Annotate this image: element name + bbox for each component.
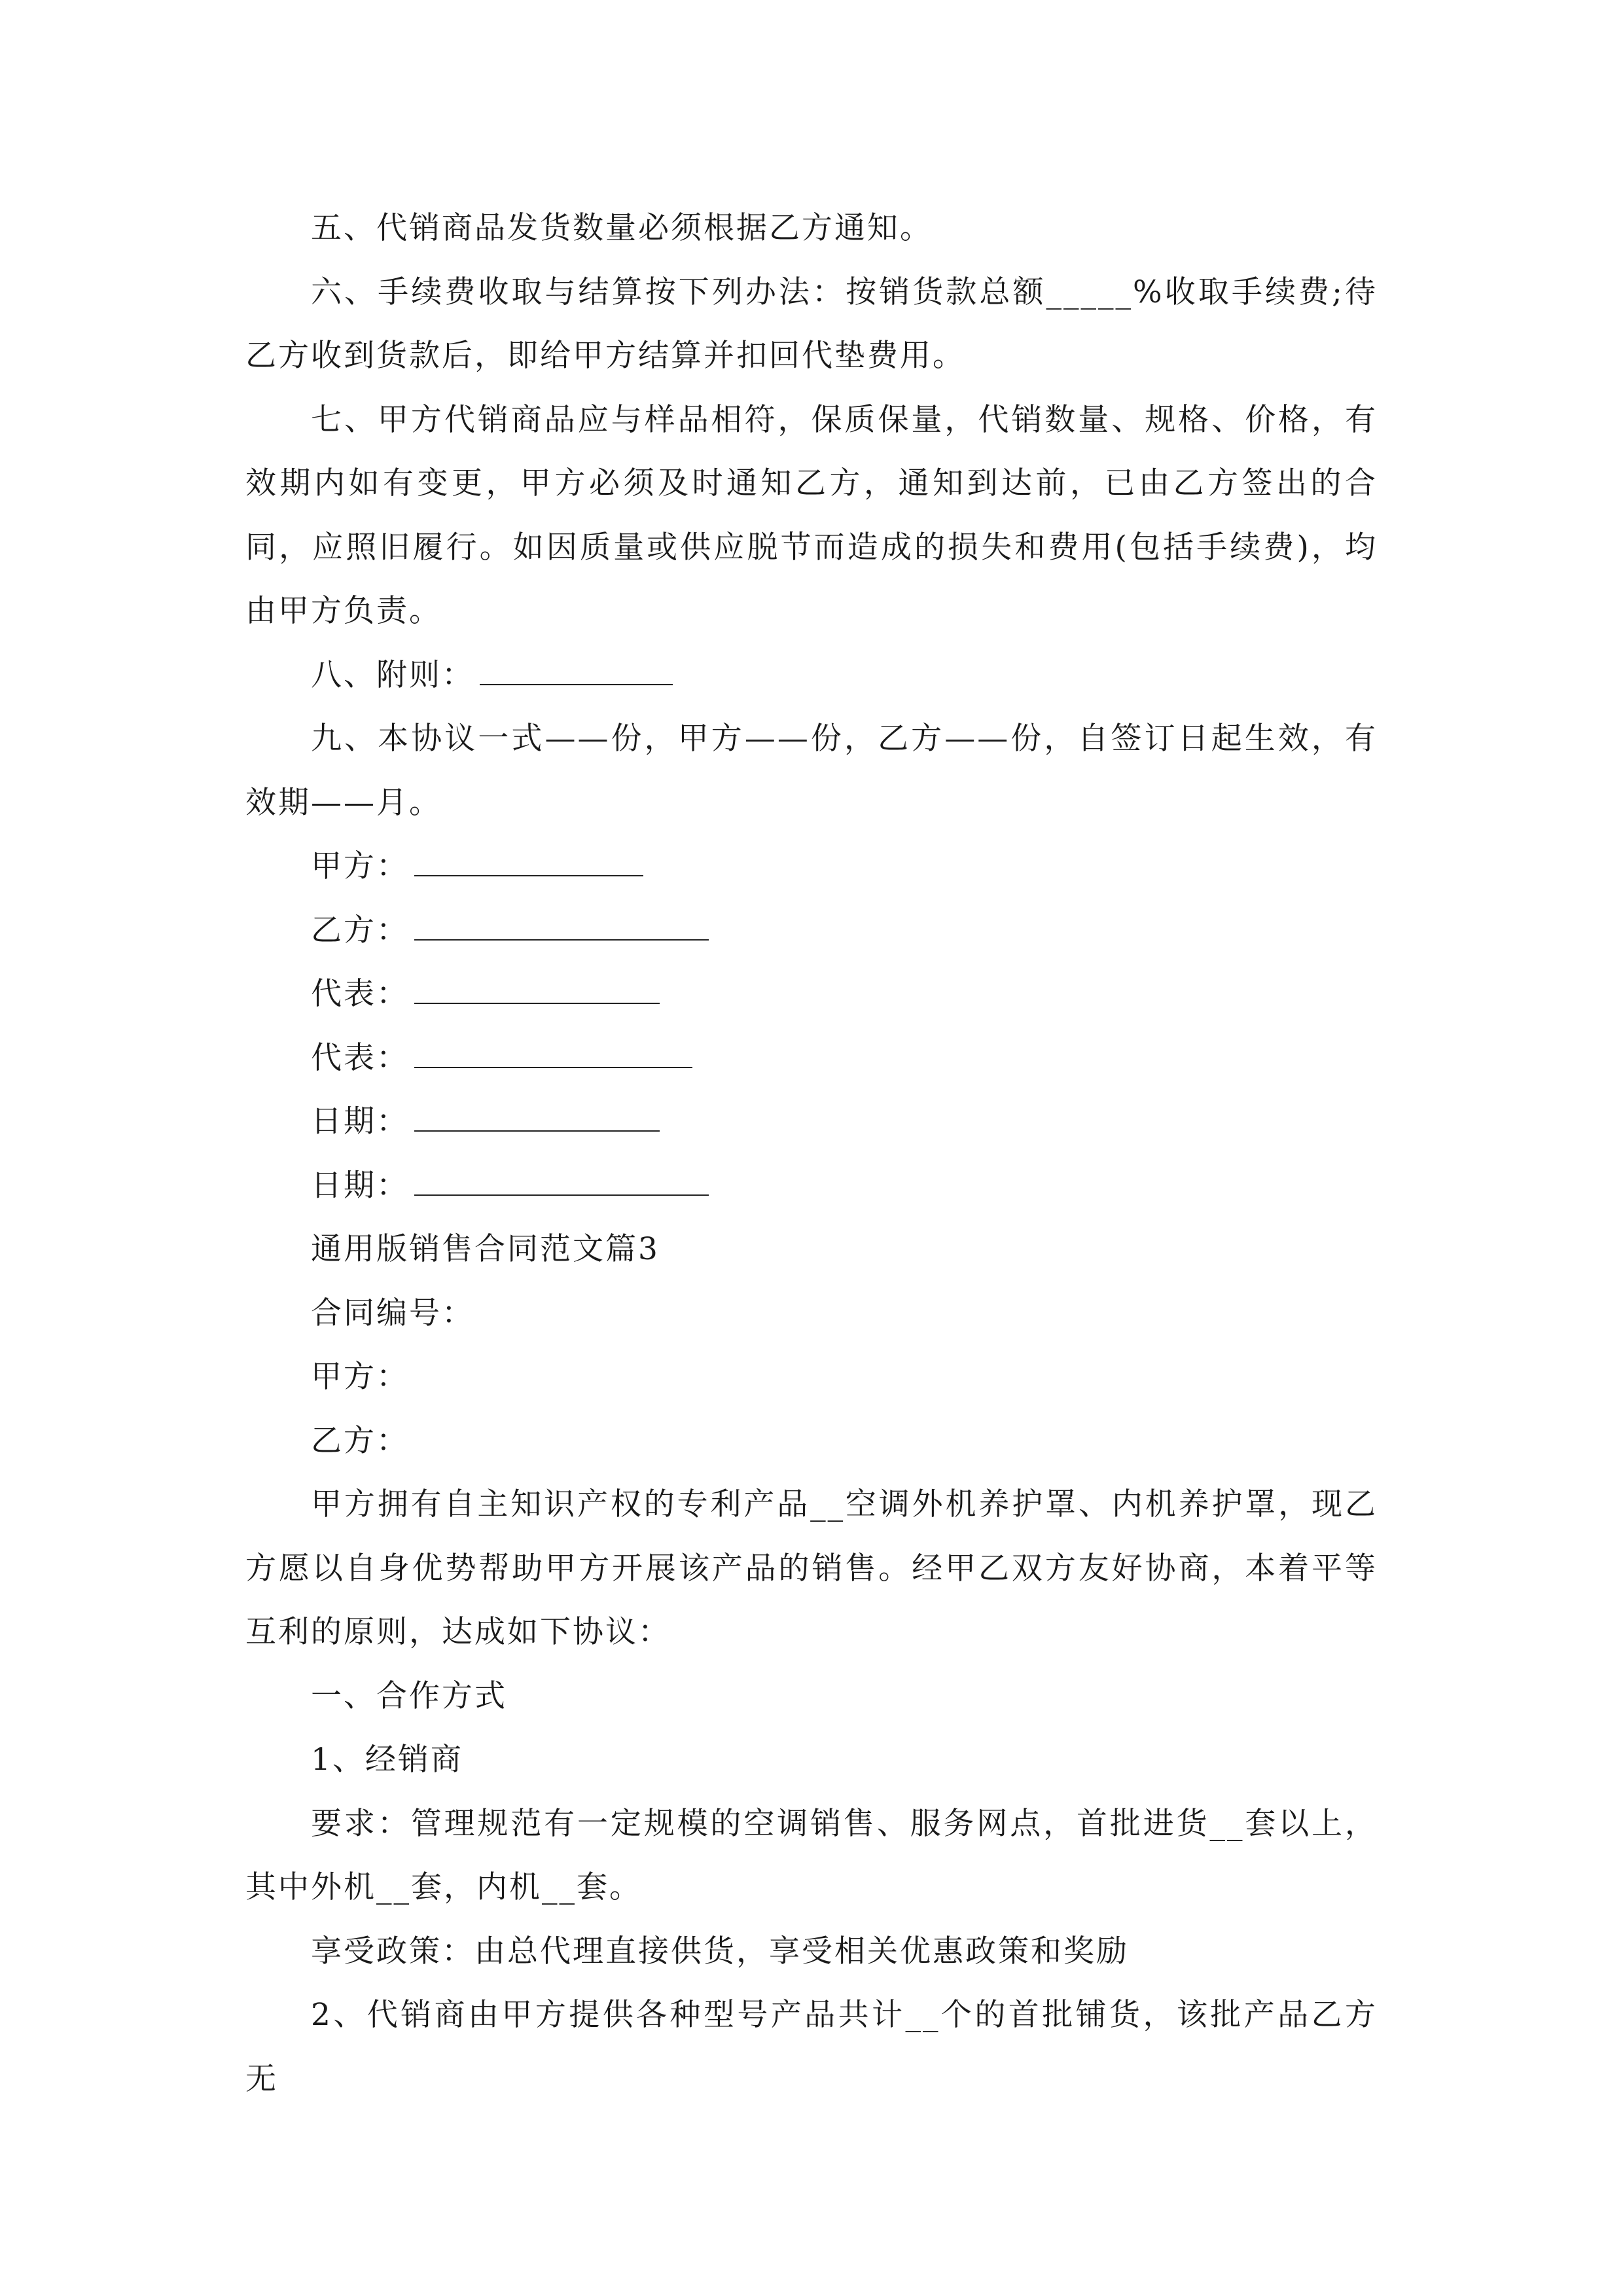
section-party-a: 甲方： <box>311 1359 409 1395</box>
appendix-label: 八、附则： <box>311 656 474 693</box>
clause-eight <box>245 643 1378 708</box>
clause-nine: 九、本协议一式——份，甲方——份，乙方——份，自签订日起生效，有效期——月。 <box>245 721 1378 821</box>
rep-2-blank <box>414 1045 692 1068</box>
policy-paragraph: 享受政策：由总代理直接供货，享受相关优惠政策和奖励 <box>311 1933 1129 1969</box>
signature-rep-2 <box>245 1026 1378 1090</box>
signature-party-a <box>245 834 1378 899</box>
date-2-label: 日期： <box>311 1167 409 1204</box>
heading-cooperation: 一、合作方式 <box>311 1677 507 1714</box>
requirement-paragraph: 要求：管理规范有一定规模的空调销售、服务网点，首批进货__套以上，其中外机__套，内机__套。 <box>245 1805 1378 1905</box>
party-b-label: 乙方： <box>311 912 409 948</box>
date-2-blank <box>414 1172 709 1196</box>
item-dealer: 1、经销商 <box>311 1742 463 1778</box>
rep-2-label: 代表： <box>311 1039 409 1076</box>
date-1-label: 日期： <box>311 1103 409 1139</box>
clause-seven: 七、甲方代销商品应与样品相符，保质保量，代销数量、规格、价格，有效期内如有变更，甲方必须及时通知乙方，通知到达前，已由乙方签出的合同，应照旧履行。如因质量或供应脱节而造成的损失和费用(包括手续费)，均由甲方负责。 <box>245 401 1378 629</box>
rep-1-blank <box>414 980 660 1004</box>
section-party-b: 乙方： <box>311 1422 409 1459</box>
party-a-label: 甲方： <box>311 848 409 884</box>
item-consignee: 2、代销商由甲方提供各种型号产品共计__个的首批铺货，该批产品乙方无 <box>245 1997 1378 2097</box>
rep-1-label: 代表： <box>311 976 409 1012</box>
party-b-blank <box>414 917 709 941</box>
section-title: 通用版销售合同范文篇3 <box>311 1231 660 1267</box>
contract-number-label: 合同编号： <box>311 1295 474 1331</box>
signature-date-1 <box>245 1090 1378 1154</box>
party-a-blank <box>414 853 643 876</box>
intro-paragraph: 甲方拥有自主知识产权的专利产品__空调外机养护罩、内机养护罩，现乙方愿以自身优势帮助甲方开展该产品的销售。经甲乙双方友好协商，本着平等互利的原则，达成如下协议： <box>245 1486 1378 1650</box>
clause-five: 五、代销商品发货数量必须根据乙方通知。 <box>311 210 933 246</box>
document-body <box>245 196 1378 2111</box>
signature-party-b <box>245 899 1378 963</box>
appendix-blank <box>480 662 673 685</box>
signature-date-2 <box>245 1154 1378 1218</box>
date-1-blank <box>414 1108 660 1132</box>
clause-six: 六、手续费收取与结算按下列办法：按销货款总额_____%收取手续费;待乙方收到货款后，即给甲方结算并扣回代垫费用。 <box>245 274 1378 374</box>
signature-rep-1 <box>245 962 1378 1026</box>
